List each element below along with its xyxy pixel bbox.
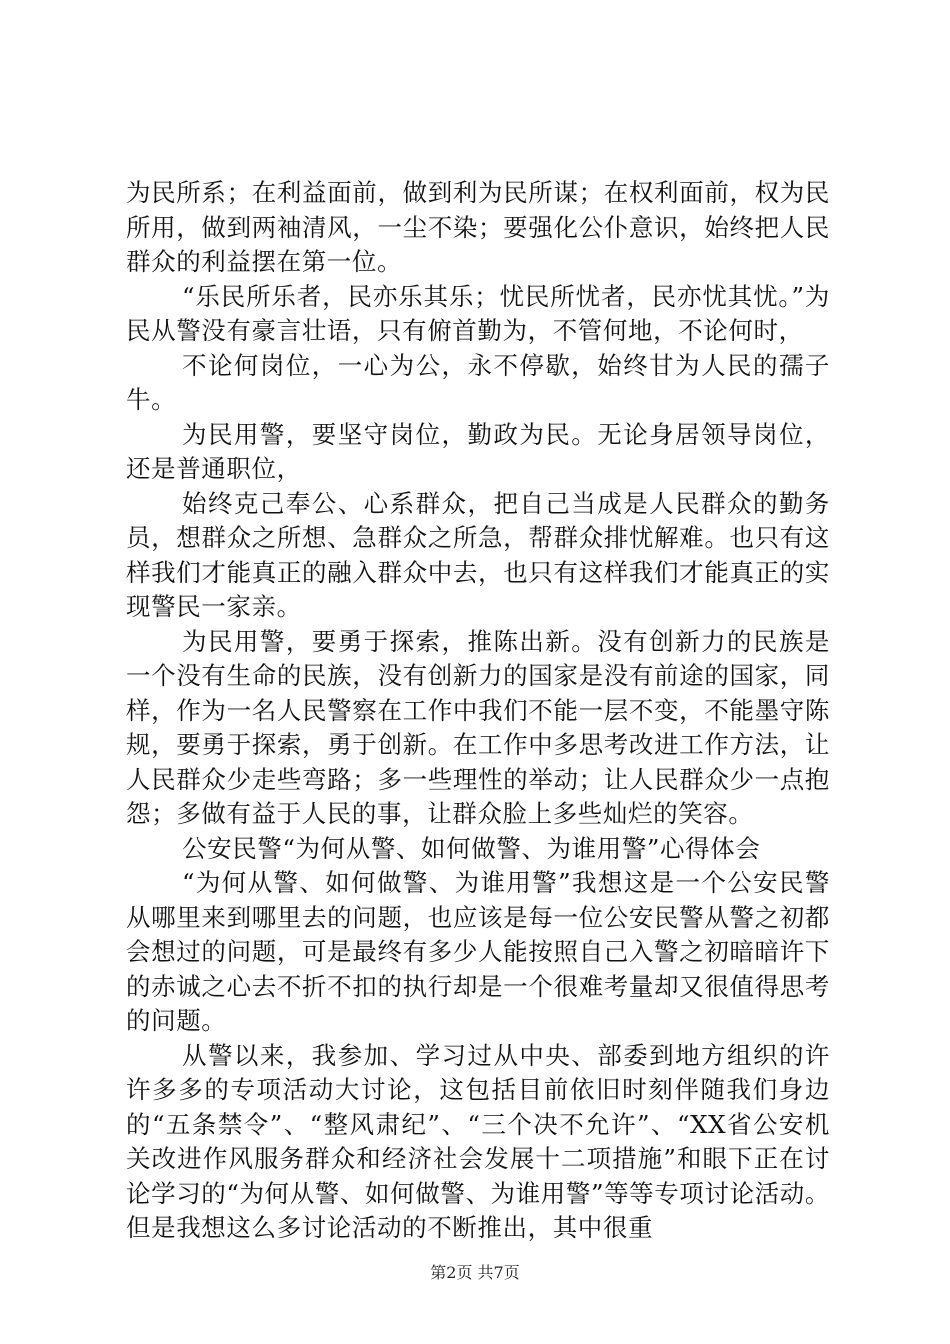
paragraph-3: 不论何岗位，一心为公，永不停歇，始终甘为人民的孺子牛。 <box>126 350 830 414</box>
paragraph-1: 为民所系；在利益面前，做到利为民所谋；在权利面前，权为民所用，做到两袖清风，一尘不染；要强化公仆意识，始终把人民群众的利益摆在第一位。 <box>126 178 830 276</box>
document-body <box>126 176 830 1246</box>
paragraph-6: 为民用警，要勇于探索，推陈出新。没有创新力的民族是一个没有生命的民族，没有创新力的国家是没有前途的国家，同样，作为一名人民警察在工作中我们不能一层不变，不能墨守陈规，要勇于探索，勇于创新。在工作中多思考改进工作方法，让人民群众少走些弯路；多一些理性的举动；让人民群众少一点抱怨；多做有益于人民的事，让群众脸上多些灿烂的笑容。 <box>126 626 830 828</box>
paragraph-4: 为民用警，要坚守岗位，勤政为民。无论身居领导岗位，还是普通职位， <box>126 419 830 483</box>
paragraph-5: 始终克己奉公、心系群众，把自己当成是人民群众的勤务员，想群众之所想、急群众之所急，帮群众排忧解难。也只有这样我们才能真正的融入群众中去，也只有这样我们才能真正的实现警民一家亲。 <box>126 488 830 621</box>
paragraph-7: “为何从警、如何做警、为谁用警”我想这是一个公安民警从哪里来到哪里去的问题，也应该是每一位公安民警从警之初都会想过的问题，可是最终有多少人能按照自己入警之初暗暗许下的赤诚之心去不折不扣的执行却是一个很难考量却又很值得思考的问题。 <box>126 868 830 1035</box>
paragraph-8: 从警以来，我参加、学习过从中央、部委到地方组织的许许多多的专项活动大讨论，这包括目前依旧时刻伴随我们身边的“五条禁令”、“整风肃纪”、“三个决不允许”、“XX省公安机关改进作风服务群众和经济社会发展十二项措施”和眼下正在讨论学习的“为何从警、如何做警、为谁用警”等等专项讨论活动。但是我想这么多讨论活动的不断推出，其中很重 <box>126 1040 830 1242</box>
paragraph-2: “乐民所乐者，民亦乐其乐；忧民所忧者，民亦忧其忧。”为民从警没有豪言壮语，只有俯首勤为，不管何地，不论何时， <box>126 281 830 345</box>
page-number-footer: 第2页 共7页 <box>430 1263 520 1282</box>
section-heading: 公安民警“为何从警、如何做警、为谁用警”心得体会 <box>182 833 761 863</box>
